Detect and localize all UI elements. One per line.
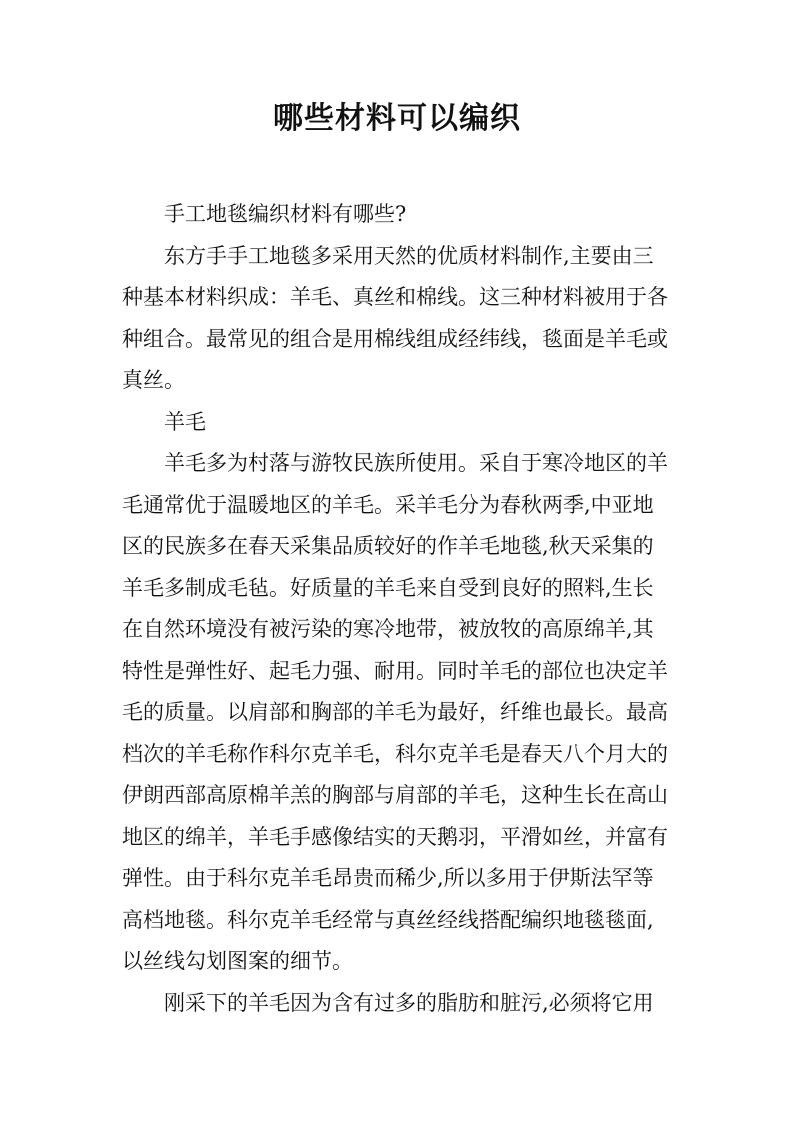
text-line: 高档地毯。科尔克羊毛经常与真丝经线搭配编织地毯毯面,	[122, 907, 654, 932]
document-title: 哪些材料可以编织	[273, 101, 521, 136]
text-line: 羊毛多为村落与游牧民族所使用。采自于寒冷地区的羊	[164, 451, 668, 475]
text-line: 真丝。	[122, 368, 185, 392]
document-body	[122, 194, 682, 1024]
section-heading-wool	[122, 402, 682, 444]
text-line: 弹性。由于科尔克羊毛昂贵而稀少,所以多用于伊斯法罕等	[122, 866, 654, 890]
paragraph-materials-question	[122, 194, 682, 236]
text-line: 在自然环境没有被污染的寒冷地带，被放牧的高原绵羊,其	[122, 617, 654, 641]
text-line: 特性是弹性好、起毛力强、耐用。同时羊毛的部位也决定羊	[122, 658, 668, 683]
text-line: 种基本材料织成：羊毛、真丝和棉线。这三种材料被用于各	[122, 285, 668, 309]
text-line: 地区的绵羊，羊毛手感像结实的天鹅羽，平滑如丝，并富有	[122, 824, 668, 849]
text-line: 档次的羊毛称作科尔克羊毛，科尔克羊毛是春天八个月大的	[122, 741, 668, 766]
text-line: 东方手手工地毯多采用天然的优质材料制作,主要由三	[164, 243, 654, 268]
text-line: 区的民族多在春天采集品质较好的作羊毛地毯,秋天采集的	[122, 534, 654, 558]
text-line: 羊毛多制成毛毡。好质量的羊毛来自受到良好的照料,生长	[122, 575, 654, 600]
paragraph-wool-description	[122, 443, 682, 983]
text-line: 种组合。最常见的组合是用棉线组成经纬线，毯面是羊毛或	[122, 326, 668, 351]
text-line: 毛的质量。以肩部和胸部的羊毛为最好，纤维也最长。最高	[122, 700, 668, 724]
text-line: 手工地毯编织材料有哪些?	[164, 202, 407, 226]
text-line: 伊朗西部高原棉羊羔的胸部与肩部的羊毛，这种生长在高山	[122, 783, 668, 807]
text-line: 羊毛	[164, 409, 206, 434]
paragraph-materials-intro	[122, 236, 682, 402]
text-line: 毛通常优于温暖地区的羊毛。采羊毛分为春秋两季,中亚地	[122, 492, 654, 517]
text-line: 刚采下的羊毛因为含有过多的脂肪和脏污,必须将它用	[164, 990, 654, 1015]
text-line: 以丝线勾划图案的细节。	[122, 949, 353, 973]
paragraph-wool-cleaning	[122, 983, 682, 1025]
